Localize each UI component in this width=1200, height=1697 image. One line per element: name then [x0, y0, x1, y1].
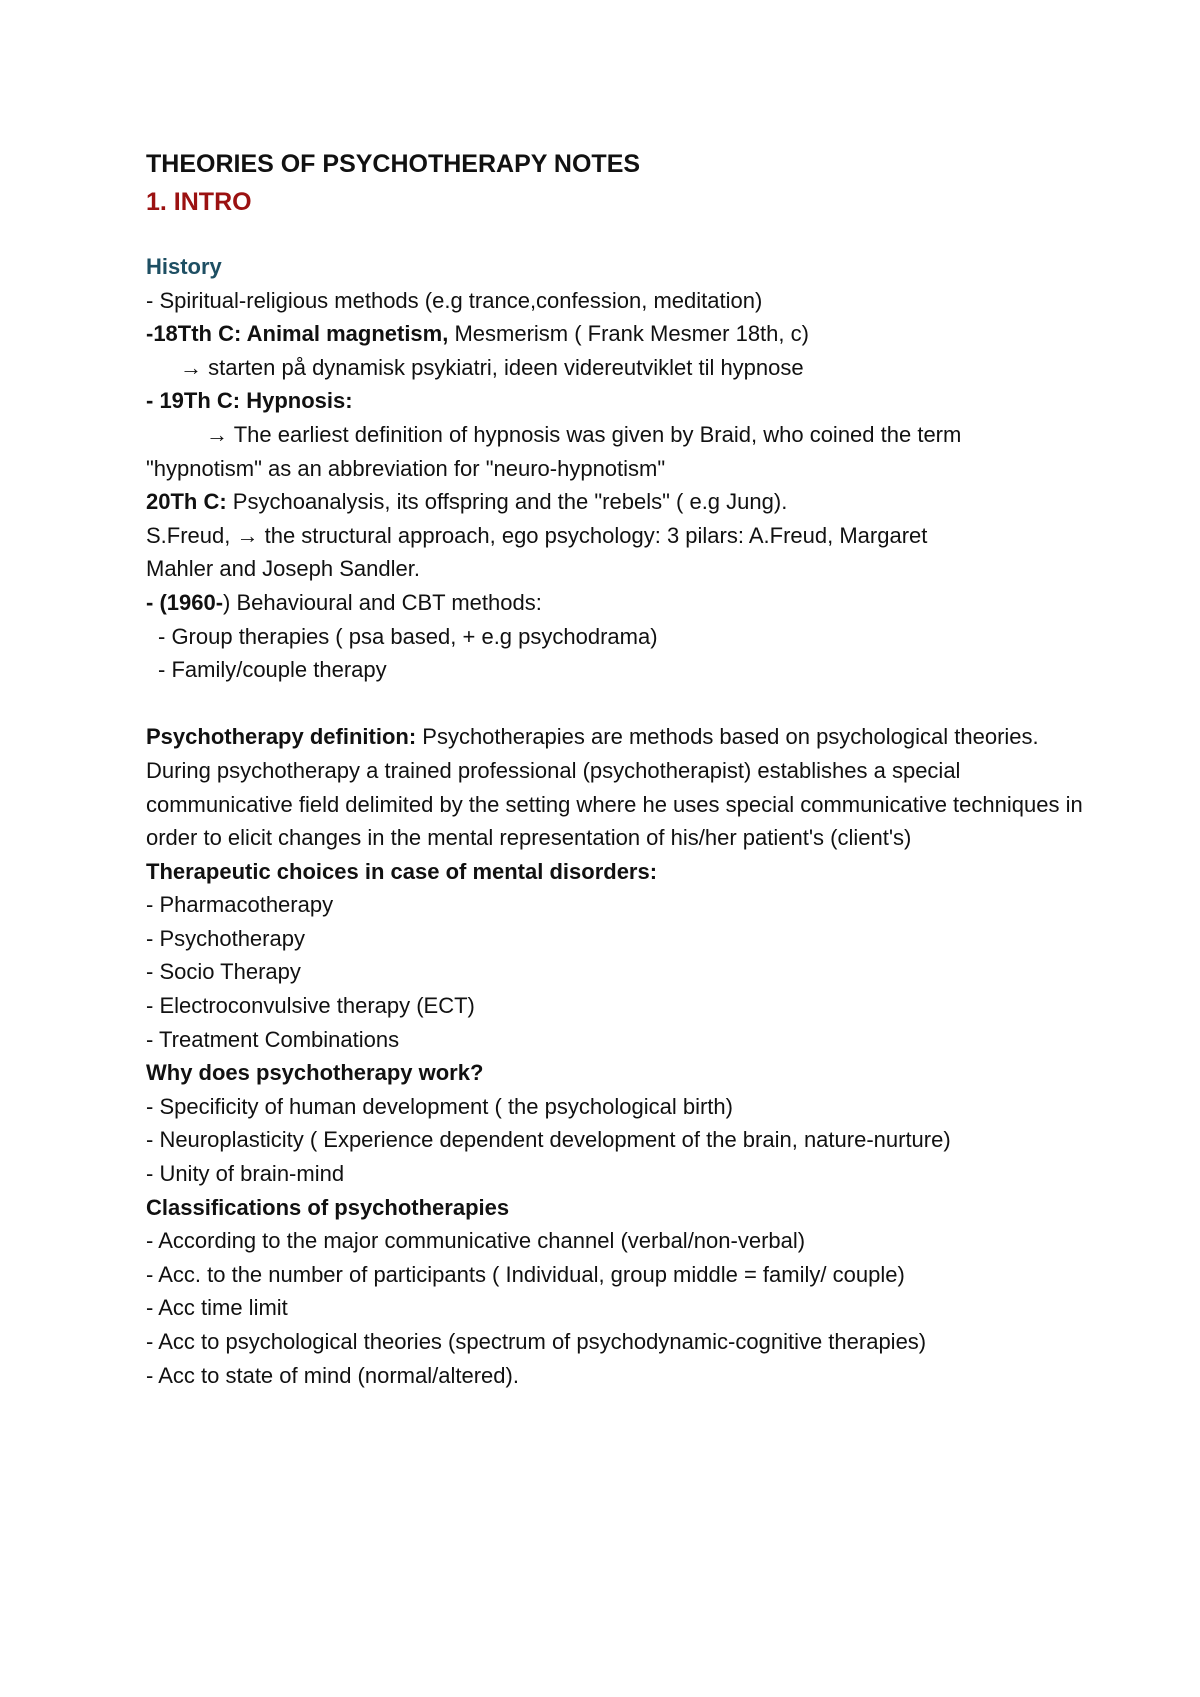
history-text: Mesmerism ( Frank Mesmer 18th, c): [448, 321, 809, 347]
document-title: THEORIES OF PSYCHOTHERAPY NOTES: [146, 150, 641, 178]
list-item: - Psychotherapy: [146, 925, 305, 951]
choices-heading: Therapeutic choices in case of mental disorders:: [146, 858, 658, 884]
history-text: Psychoanalysis, its offspring and the "rebels" ( e.g Jung).: [226, 489, 788, 515]
history-line: [146, 586, 1086, 620]
history-bold: 20Th C:: [146, 489, 227, 515]
history-line: [146, 485, 1086, 519]
document-page: [146, 146, 1086, 1392]
list-item: - Acc time limit: [146, 1295, 288, 1321]
list-item: - Acc. to the number of participants ( Individual, group middle = family/ couple): [146, 1261, 905, 1287]
history-text: ) Behavioural and CBT methods:: [223, 589, 542, 615]
definition-label: Psychotherapy definition:: [146, 724, 417, 750]
history-line: → starten på dynamisk psykiatri, ideen videreutviklet til hypnose: [180, 354, 804, 380]
list-item: - Acc to state of mind (normal/altered).: [146, 1362, 519, 1388]
list-item: - Specificity of human development ( the psychological birth): [146, 1093, 733, 1119]
history-bold: - (1960-: [146, 589, 224, 615]
section-title: 1. INTRO: [146, 188, 252, 216]
spacer: [146, 687, 1086, 721]
list-item: - Acc to psychological theories (spectrum of psychodynamic-cognitive therapies): [146, 1329, 927, 1354]
list-item: - Treatment Combinations: [146, 1026, 400, 1052]
list-item: - Neuroplasticity ( Experience dependent development of the brain, nature-nurture): [146, 1127, 951, 1153]
history-line: Mahler and Joseph Sandler.: [146, 556, 420, 582]
history-line: → The earliest definition of hypnosis was given by Braid, who coined the term: [206, 421, 962, 447]
history-line: - Spiritual-religious methods (e.g trance,confession, meditation): [146, 287, 763, 313]
history-line: S.Freud, → the structural approach, ego psychology: 3 pilars: A.Freud, Margaret: [146, 522, 928, 548]
list-item: - Socio Therapy: [146, 959, 301, 985]
classifications-heading: Classifications of psychotherapies: [146, 1194, 510, 1220]
history-line: [146, 317, 1086, 351]
why-heading: Why does psychotherapy work?: [146, 1060, 484, 1086]
definition-text: Psychotherapies are methods based on psychological theories. During psychotherapy a trained professional (psychotherapist) establishes a special communicative field delimited by the setting where he uses special communicative techniques in order to elicit changes in the mental representation of his/her patient's (client's): [146, 724, 1083, 851]
history-line: - Group therapies ( psa based, + e.g psychodrama): [158, 623, 658, 649]
history-line: - Family/couple therapy: [158, 657, 387, 683]
list-item: - According to the major communicative channel (verbal/non-verbal): [146, 1228, 806, 1254]
history-line: - 19Th C: Hypnosis:: [146, 388, 353, 414]
history-line: "hypnotism" as an abbreviation for "neuro-hypnotism": [146, 455, 666, 481]
list-item: - Unity of brain-mind: [146, 1161, 345, 1187]
list-item: - Electroconvulsive therapy (ECT): [146, 993, 475, 1019]
history-bold: -18Tth C: Animal magnetism,: [146, 321, 449, 347]
spacer: [146, 222, 1086, 250]
list-item: - Pharmacotherapy: [146, 892, 334, 918]
definition-paragraph: [146, 720, 1086, 854]
history-heading: History: [146, 254, 222, 279]
